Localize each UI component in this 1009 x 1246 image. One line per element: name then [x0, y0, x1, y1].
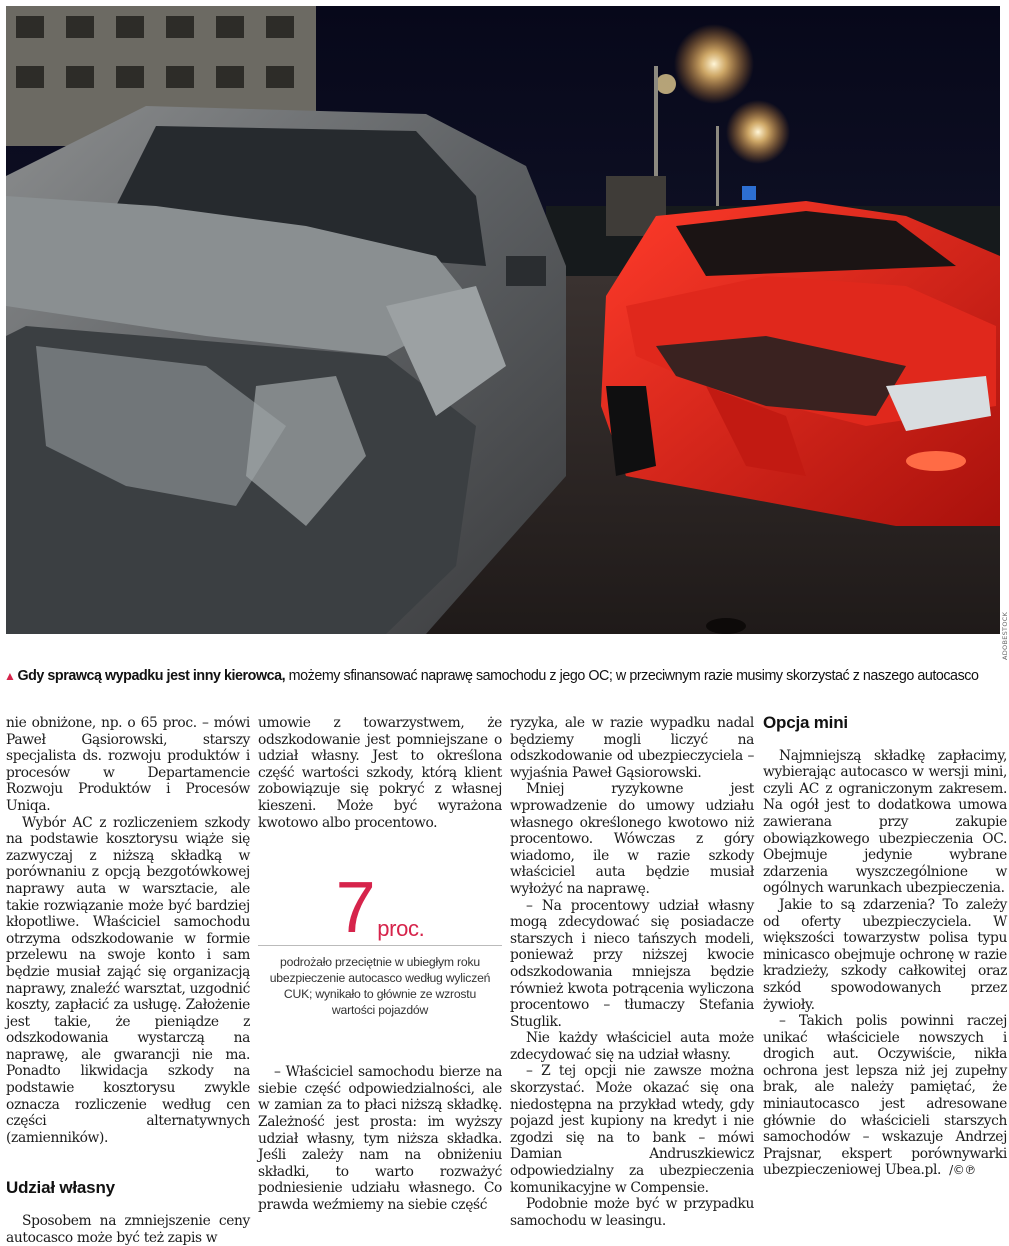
stat-number: 7: [335, 868, 376, 949]
col4-paragraph-1: Najmniejszą składkę zapłacimy, wybierając autocasco w wersji mini, czyli AC z ograniczonym zakresem. Na ogół jest to dodatkowa umowa zawierana przy zakupie obowiązkowego ubezpieczenia OC. Obejmuje jedynie wybrane zdarzenia wyszczególnione w ogólnych warunkach ubezpieczenia.: [763, 747, 1007, 897]
crash-photo-illustration: [6, 6, 1000, 634]
stat-description: podrożało przeciętnie w ubiegłym roku ubezpieczenie autocasco według wyliczeń CUK; wynikało to głównie ze wzrostu wartości pojazdów: [269, 955, 491, 1018]
col3-paragraph-6: Podobnie może być w przypadku samochodu w leasingu.: [510, 1196, 754, 1229]
col3-paragraph-2: Mniej ryzykowne jest wprowadzenie do umowy udziału własnego określonego kwotowo niż procentowo. Wówczas z góry wiadomo, ile w razie szkody właściciel auta będzie musiał wyłożyć na naprawę.: [510, 781, 754, 897]
col1-paragraph-3: Sposobem na zmniejszenie ceny autocasco może być też zapis w: [6, 1213, 250, 1246]
signoff-mark: /©℗: [949, 1163, 977, 1178]
caption-arrow-icon: ▲: [4, 669, 16, 683]
subheading-udzial-wlasny: Udział własny: [6, 1178, 115, 1198]
column-4: [763, 715, 1007, 1179]
col2-paragraph-1: umowie z towarzystwem, że odszkodowanie jest pomniejszane o udział własny. Jest to określona część wartości szkody, którą klient zobowiązuje się pokryć z własnej kieszeni. Może być wyrażona kwotowo albo procentowo.: [258, 715, 502, 831]
subheading-opcja-mini: Opcja mini: [763, 713, 848, 732]
col1-paragraph-2: Wybór AC z rozliczeniem szkody na podstawie kosztorysu wiąże się zazwyczaj z niższą składką w porównaniu z opcją bezgotówkowej naprawy auta w warsztacie, ale takie rozwiązanie może być bardziej kłopotliwe. Właściciel samochodu otrzyma odszkodowanie w formie przelewu na swoje konto i sam będzie musiał zająć się organizacją naprawy, znaleźć warsztat, uzgodnić koszty, zapłacić za usługę. Założenie jest takie, że pieniądze z odszkodowania wystarczą na naprawę, ale gwarancji nie ma. Ponadto likwidacja szkody na podstawie kosztorysu zwykle oznacza rozliczenie według cen części alternatywnych (zamienników).: [6, 814, 250, 1146]
col1-paragraph-1: nie obniżone, np. o 65 proc. – mówi Paweł Gąsiorowski, starszy specjalista ds. rozwoju produktów i procesów w Departamencie Rozwoju Produktów i Procesów Uniqa.: [6, 715, 250, 814]
col4-paragraph-2: Jakie to są zdarzenia? To zależy od oferty ubezpieczyciela. W większości towarzystw polisa typu minicasco obejmuje ochronę w razie kradzieży, szkody całkowitej oraz szkód spowodowanych przez żywioły.: [763, 896, 1007, 1013]
stat-unit: proc.: [377, 915, 425, 941]
col3-paragraph-3: – Na procentowy udział własny mogą zdecydować się posiadacze starszych i nieco tańszych modeli, ponieważ przy niższej kwocie odszkodowania mniejsza będzie również kwota potrącenia wyliczona procentowo – tłumaczy Stefania Stuglik.: [510, 897, 754, 1030]
caption-text: możemy sfinansować naprawę samochodu z jego OC; w przeciwnym razie musimy skorzystać z naszego autocasco: [285, 668, 979, 684]
stat-box: [258, 868, 502, 1018]
crash-photo: [6, 6, 1000, 634]
col3-paragraph-4: Nie każdy właściciel auta może zdecydować się na udział własny.: [510, 1030, 754, 1063]
col4-paragraph-3: [763, 1013, 1007, 1179]
photo-caption: [4, 667, 1006, 685]
column-1: [6, 715, 250, 1246]
column-3: [510, 715, 754, 1229]
col2-paragraph-2: – Właściciel samochodu bierze na siebie część odpowiedzialności, ale w zamian za to płaci niższą składkę. Zależność jest prosta: im wyższy udział własny, tym niższa składka. Jeśli zależy nam na obniżeniu składki, to warto rozważyć podniesienie udziału własnego. Co prawda weźmiemy na siebie część: [258, 1064, 502, 1213]
photo-credit: ADOBESTOCK: [1001, 611, 1009, 660]
caption-bold: Gdy sprawcą wypadku jest inny kierowca,: [17, 668, 286, 684]
column-2: [258, 715, 502, 1214]
col3-paragraph-5: – Z tej opcji nie zawsze można skorzystać. Może okazać się ona niedostępna na przykład wtedy, gdy pojazd jest kupiony na kredyt i nie zgodzi się na to bank – mówi Damian Andruszkiewicz odpowiedzialny za ubezpieczenia komunikacyjne w Compensie.: [510, 1063, 754, 1196]
col4-paragraph-3-text: – Takich polis powinni raczej unikać właściciele nowszych i drogich aut. Oczywiście, nikła ochrona jest lepsza niż jej zupełny brak, ale należy pamiętać, że miniautocasco jest adresowane głównie do właścicieli starszych samochodów – wskazuje Andrzej Prajsnar, ekspert porównywarki ubezpieczeniowej Ubea.pl.: [763, 1013, 1007, 1179]
col3-paragraph-1: ryzyka, ale w razie wypadku nadal będziemy mogli liczyć na odszkodowanie od ubezpieczyciela – wyjaśnia Paweł Gąsiorowski.: [510, 715, 754, 781]
